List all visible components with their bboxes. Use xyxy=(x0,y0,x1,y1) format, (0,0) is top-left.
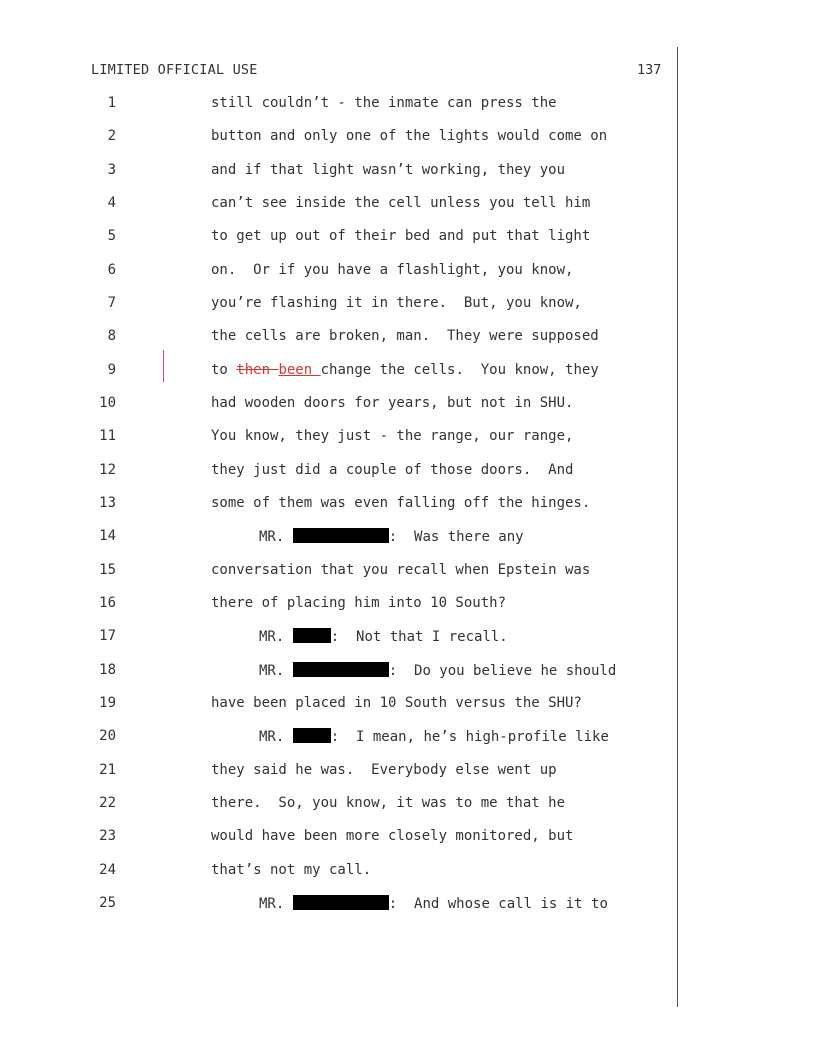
redaction-box xyxy=(293,895,389,910)
transcript-line xyxy=(0,395,816,415)
line-text: button and only one of the lights would come on xyxy=(211,128,608,144)
transcript-line xyxy=(0,362,816,382)
line-number: 22 xyxy=(99,795,116,811)
line-text: have been placed in 10 South versus the SHU? xyxy=(211,695,582,711)
line-number: 5 xyxy=(107,228,116,244)
transcript-line xyxy=(0,428,816,448)
line-number: 3 xyxy=(107,162,116,178)
transcript-line xyxy=(0,828,816,848)
line-text: would have been more closely monitored, but xyxy=(211,828,574,844)
transcript-line xyxy=(0,595,816,615)
line-text-after: change the cells. You know, they xyxy=(320,362,599,378)
speaker-line xyxy=(259,895,608,912)
transcript-line xyxy=(0,95,816,115)
line-text xyxy=(211,362,599,378)
line-text: you’re flashing it in there. But, you know, xyxy=(211,295,582,311)
line-number: 2 xyxy=(107,128,116,144)
inserted-text: been xyxy=(278,362,321,378)
line-text: some of them was even falling off the hinges. xyxy=(211,495,591,511)
transcript-line xyxy=(0,662,816,682)
line-text: had wooden doors for years, but not in SHU. xyxy=(211,395,574,411)
transcript-line xyxy=(0,695,816,715)
transcript-line xyxy=(0,762,816,782)
speaker-text: : Not that I recall. xyxy=(330,629,508,645)
redaction-box xyxy=(293,662,389,677)
speaker-prefix: MR. xyxy=(259,663,285,679)
line-text: that’s not my call. xyxy=(211,862,372,878)
speaker-text: : Was there any xyxy=(388,529,524,545)
transcript-line xyxy=(0,528,816,548)
line-number: 14 xyxy=(99,528,116,544)
speaker-text: : Do you believe he should xyxy=(388,663,617,679)
line-number: 13 xyxy=(99,495,116,511)
line-number: 1 xyxy=(107,95,116,111)
transcript-line xyxy=(0,628,816,648)
speaker-line xyxy=(259,662,616,679)
page-number: 137 xyxy=(637,62,662,78)
line-number: 19 xyxy=(99,695,116,711)
line-text: the cells are broken, man. They were supposed xyxy=(211,328,599,344)
line-text: still couldn’t - the inmate can press the xyxy=(211,95,557,111)
line-number: 10 xyxy=(99,395,116,411)
speaker-prefix: MR. xyxy=(259,729,285,745)
transcript-line xyxy=(0,328,816,348)
redaction-box xyxy=(293,728,331,743)
line-text-before: to xyxy=(211,362,237,378)
line-number: 18 xyxy=(99,662,116,678)
line-number: 25 xyxy=(99,895,116,911)
transcript-line xyxy=(0,295,816,315)
speaker-prefix: MR. xyxy=(259,896,285,912)
line-number: 21 xyxy=(99,762,116,778)
transcript-line xyxy=(0,795,816,815)
line-number: 17 xyxy=(99,628,116,644)
transcript-line xyxy=(0,862,816,882)
line-number: 24 xyxy=(99,862,116,878)
speaker-text: : I mean, he’s high-profile like xyxy=(330,729,609,745)
line-number: 16 xyxy=(99,595,116,611)
transcript-line xyxy=(0,128,816,148)
transcript-line xyxy=(0,228,816,248)
transcript-line xyxy=(0,195,816,215)
speaker-prefix: MR. xyxy=(259,529,285,545)
line-text: to get up out of their bed and put that light xyxy=(211,228,591,244)
line-number: 9 xyxy=(107,362,116,378)
speaker-line xyxy=(259,528,524,545)
transcript-line xyxy=(0,895,816,915)
line-text: conversation that you recall when Epstein was xyxy=(211,562,591,578)
line-number: 15 xyxy=(99,562,116,578)
line-number: 20 xyxy=(99,728,116,744)
line-text: You know, they just - the range, our range, xyxy=(211,428,574,444)
transcript-line xyxy=(0,495,816,515)
deleted-text: then xyxy=(236,362,279,378)
line-number: 12 xyxy=(99,462,116,478)
line-number: 6 xyxy=(107,262,116,278)
line-number: 23 xyxy=(99,828,116,844)
line-text: there of placing him into 10 South? xyxy=(211,595,507,611)
line-number: 7 xyxy=(107,295,116,311)
line-text: and if that light wasn’t working, they you xyxy=(211,162,566,178)
redaction-box xyxy=(293,528,389,543)
transcript-line xyxy=(0,262,816,282)
line-text: they said he was. Everybody else went up xyxy=(211,762,557,778)
speaker-line xyxy=(259,728,609,745)
line-text: can’t see inside the cell unless you tell him xyxy=(211,195,591,211)
transcript-line xyxy=(0,162,816,182)
redaction-box xyxy=(293,628,331,643)
line-text: they just did a couple of those doors. And xyxy=(211,462,574,478)
speaker-text: : And whose call is it to xyxy=(388,896,608,912)
transcript-line xyxy=(0,462,816,482)
speaker-line xyxy=(259,628,508,645)
header-classification: LIMITED OFFICIAL USE xyxy=(91,62,258,78)
transcript-line xyxy=(0,562,816,582)
line-text: on. Or if you have a flashlight, you know, xyxy=(211,262,574,278)
line-number: 8 xyxy=(107,328,116,344)
line-number: 11 xyxy=(99,428,116,444)
line-text: there. So, you know, it was to me that he xyxy=(211,795,566,811)
transcript-line xyxy=(0,728,816,748)
line-number: 4 xyxy=(107,195,116,211)
speaker-prefix: MR. xyxy=(259,629,285,645)
